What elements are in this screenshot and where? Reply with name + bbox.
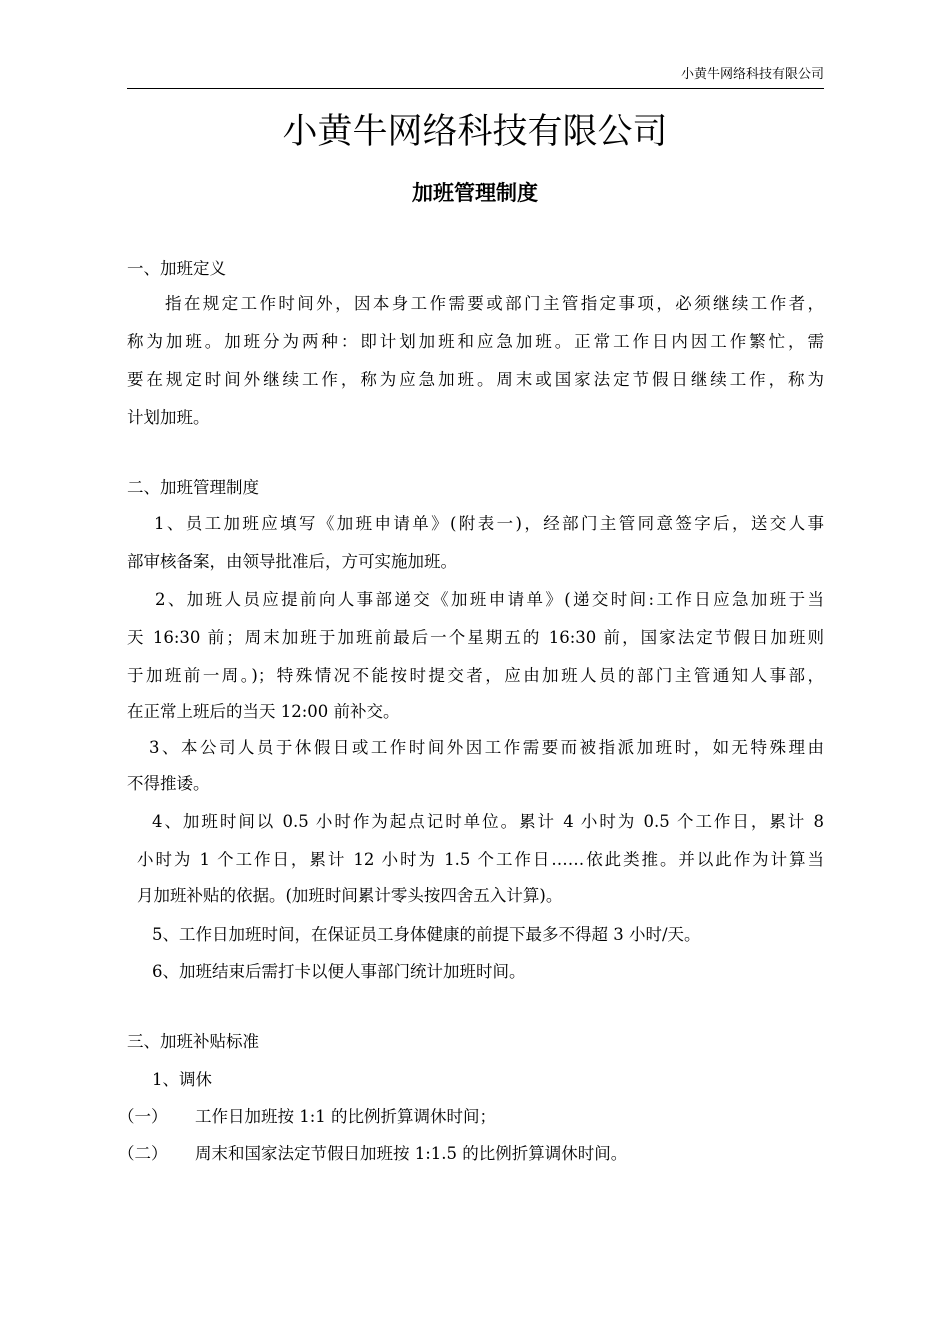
rule-2-line: 2、加班人员应提前向人事部递交《加班申请单》(递交时间:工作日应急加班于当 — [155, 590, 824, 609]
rule-1-line: 1、员工加班应填写《加班申请单》(附表一)，经部门主管同意签字后，送交人事 — [154, 514, 824, 533]
rule-1-line: 部审核备案，由领导批准后，方可实施加班。 — [127, 552, 457, 571]
document-subtitle: 加班管理制度 — [412, 180, 538, 205]
section-3-subheading: 1、调休 — [152, 1070, 212, 1089]
list-item-marker: （二） — [118, 1144, 168, 1163]
rule-4-line: 4、加班时间以 0.5 小时作为起点记时单位。累计 4 小时为 0.5 个工作日，累计 8 — [152, 812, 824, 831]
rule-2-line: 天 16:30 前；周末加班于加班前最后一个星期五的 16:30 前，国家法定节假日加班则 — [127, 628, 824, 647]
rule-6-line: 6、加班结束后需打卡以便人事部门统计加班时间。 — [152, 962, 526, 981]
section-1-heading: 一、加班定义 — [127, 259, 226, 278]
page-header — [127, 66, 824, 89]
section-1-line: 指在规定工作时间外，因本身工作需要或部门主管指定事项，必须继续工作者， — [165, 294, 824, 313]
list-item-text: 周末和国家法定节假日加班按 1:1.5 的比例折算调休时间。 — [195, 1144, 628, 1163]
rule-2-line: 于加班前一周。)；特殊情况不能按时提交者，应由加班人员的部门主管通知人事部， — [127, 666, 824, 685]
section-1-line: 计划加班。 — [127, 408, 210, 427]
rule-5-line: 5、工作日加班时间，在保证员工身体健康的前提下最多不得超 3 小时/天。 — [152, 925, 701, 944]
rule-4-line: 月加班补贴的依据。(加班时间累计零头按四舍五入计算)。 — [137, 886, 563, 905]
section-1-line: 称为加班。加班分为两种：即计划加班和应急加班。正常工作日内因工作繁忙，需 — [127, 332, 824, 351]
header-company-name: 小黄牛网络科技有限公司 — [680, 67, 824, 82]
list-item-marker: （一） — [118, 1107, 168, 1126]
section-3-heading: 三、加班补贴标准 — [127, 1032, 259, 1051]
rule-3-line: 3、本公司人员于休假日或工作时间外因工作需要而被指派加班时，如无特殊理由 — [149, 738, 824, 757]
company-title: 小黄牛网络科技有限公司 — [282, 112, 668, 152]
rule-2-line: 在正常上班后的当天 12:00 前补交。 — [127, 702, 400, 721]
section-1-line: 要在规定时间外继续工作，称为应急加班。周末或国家法定节假日继续工作，称为 — [127, 370, 824, 389]
section-2-heading: 二、加班管理制度 — [127, 478, 259, 497]
rule-3-line: 不得推诿。 — [127, 774, 210, 793]
list-item-text: 工作日加班按 1:1 的比例折算调休时间； — [195, 1107, 497, 1126]
rule-4-line: 小时为 1 个工作日，累计 12 小时为 1.5 个工作日……依此类推。并以此作为计算当 — [137, 850, 824, 869]
